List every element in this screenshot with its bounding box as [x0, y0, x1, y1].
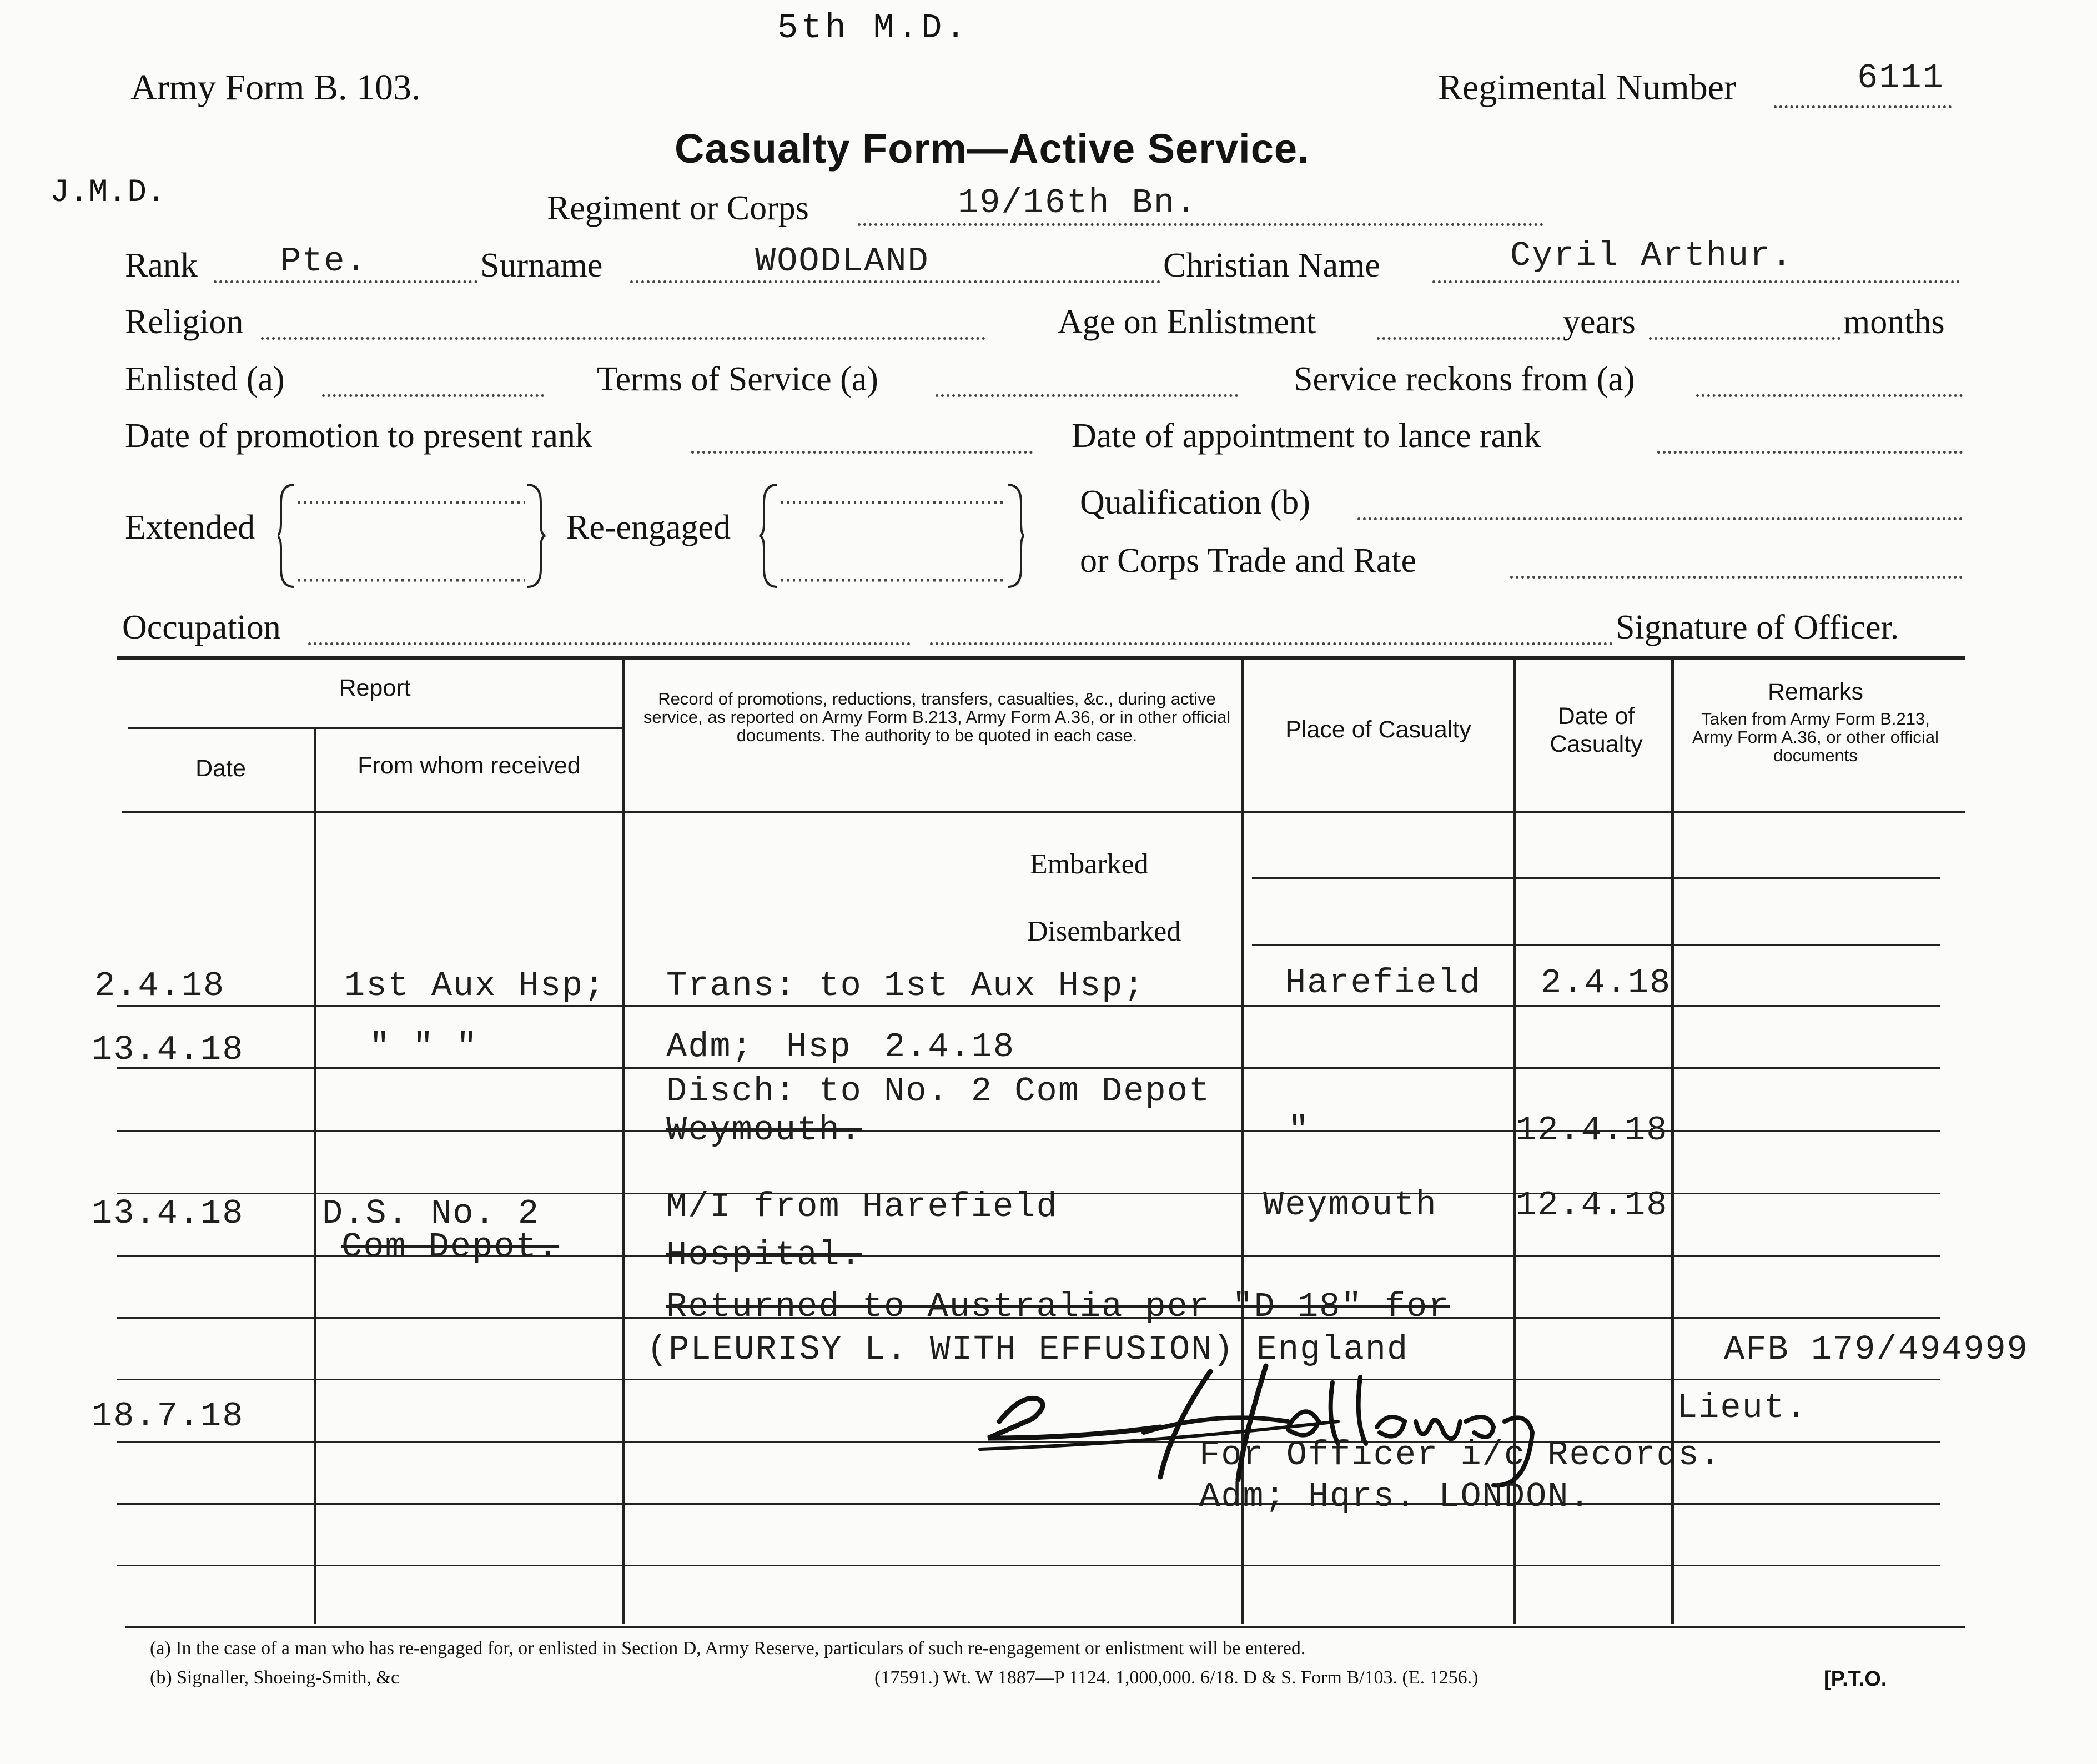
- reengaged-label: Re-engaged: [566, 509, 731, 546]
- age-years-dots: [1377, 337, 1560, 340]
- row-date: 2.4.18: [94, 966, 225, 1006]
- table-top-rule: [117, 656, 1965, 660]
- christian-name-dots: [1432, 280, 1960, 283]
- header-bottom-rule: [122, 811, 1965, 813]
- embarked-label: Embarked: [1030, 848, 1149, 880]
- service-reckons-label: Service reckons from (a): [1294, 360, 1635, 398]
- row-remarks: Lieut.: [1677, 1388, 1808, 1428]
- terms-label: Terms of Service (a): [597, 360, 878, 398]
- footnote-a: (a) In the case of a man who has re-engaged for, or enlisted in Section D, Army Reserve, particulars of such re-engagement or enlistment will be entered.: [150, 1638, 1306, 1659]
- promotion-dots: [691, 451, 1033, 454]
- surname-value: WOODLAND: [755, 242, 929, 281]
- christian-name-label: Christian Name: [1163, 247, 1380, 284]
- row-record: Returned to Australia per "D 18" for: [666, 1287, 1450, 1326]
- regiment-label: Regiment or Corps: [547, 189, 809, 227]
- lance-rank-label: Date of appointment to lance rank: [1072, 417, 1541, 455]
- signature-of-officer-label: Signature of Officer.: [1616, 609, 1899, 646]
- regiment-dots: [858, 223, 1543, 226]
- row-rule-2: [117, 1067, 1940, 1069]
- row-from: " " ": [369, 1027, 479, 1067]
- row-record: Trans: to 1st Aux Hsp;: [666, 966, 1145, 1006]
- rank-label: Rank: [125, 247, 198, 284]
- officer-line-2: Adm; Hqrs. LONDON.: [1199, 1477, 1591, 1516]
- record-header: Record of promotions, reductions, transfers, casualties, &c., during active service, as reported on Army Form B.213, Army Form A.36, or in other official documents. The authority to be quoted in each case.: [643, 689, 1231, 745]
- form-number: Army Form B. 103.: [130, 67, 421, 108]
- col-divider-date-casualty: [1671, 658, 1674, 1624]
- footnote-b: (b) Signaller, Shoeing-Smith, &c: [150, 1667, 400, 1688]
- disembarked-label: Disembarked: [1027, 916, 1181, 947]
- age-months-dots: [1649, 337, 1840, 340]
- table-bottom-rule: [125, 1626, 1965, 1628]
- terms-dots: [936, 394, 1238, 397]
- row-place: Weymouth: [1263, 1185, 1437, 1225]
- row-remarks: AFB 179/494999: [1724, 1330, 2029, 1369]
- religion-dots: [261, 337, 985, 340]
- extended-label: Extended: [125, 509, 255, 546]
- regimental-number-dots: [1774, 105, 1952, 108]
- row-rule-9: [117, 1503, 1940, 1505]
- remarks-header: Remarks: [1767, 679, 1864, 705]
- qualification-label: Qualification (b): [1080, 484, 1310, 521]
- months-label: months: [1843, 303, 1945, 341]
- qualification-dots: [1357, 517, 1963, 520]
- row-record: M/I from Harefield: [666, 1187, 1058, 1227]
- date-header: Date: [195, 755, 246, 782]
- row-from: D.S. No. 2: [322, 1194, 540, 1233]
- age-label: Age on Enlistment: [1058, 303, 1316, 341]
- signature-dots: [930, 642, 1613, 645]
- remarks-subheader: Taken from Army Form B.213, Army Form A.36, or other official documents: [1692, 709, 1939, 765]
- margin-initials: J.M.D.: [50, 175, 166, 211]
- service-reckons-dots: [1696, 394, 1963, 397]
- disembarked-row-rule: [1252, 944, 1940, 946]
- corps-trade-label: or Corps Trade and Rate: [1080, 542, 1417, 580]
- promotion-label: Date of promotion to present rank: [125, 417, 592, 455]
- embarked-row-rule: [1252, 877, 1940, 879]
- row-record: Disch: to No. 2 Com Depot: [666, 1072, 1211, 1111]
- surname-label: Surname: [480, 247, 603, 284]
- row-date-casualty: 2.4.18: [1541, 963, 1672, 1003]
- report-sub-rule: [128, 727, 622, 729]
- enlisted-label: Enlisted (a): [125, 360, 285, 398]
- occupation-label: Occupation: [122, 609, 281, 646]
- christian-name-value: Cyril Arthur.: [1510, 236, 1793, 275]
- row-place: ": [1288, 1110, 1310, 1150]
- lance-rank-dots: [1657, 451, 1963, 454]
- row-date: 13.4.18: [92, 1194, 244, 1233]
- years-label: years: [1563, 303, 1636, 341]
- date-of-casualty-header: Date of Casualty: [1550, 703, 1643, 757]
- regimental-number-label: Regimental Number: [1438, 67, 1737, 108]
- row-date: 13.4.18: [92, 1030, 244, 1069]
- religion-label: Religion: [125, 303, 244, 341]
- corps-trade-dots: [1510, 576, 1963, 579]
- row-from-continued: Com Depot.: [341, 1227, 560, 1267]
- row-date-casualty: 12.4.18: [1516, 1185, 1668, 1225]
- row-date-casualty: 12.4.18: [1516, 1110, 1668, 1150]
- row-record-continued: Hospital.: [666, 1235, 862, 1275]
- enlisted-dots: [322, 394, 544, 397]
- occupation-dots: [308, 642, 911, 645]
- from-whom-header: From whom received: [358, 752, 581, 779]
- regimental-number-value: 6111: [1857, 58, 1944, 98]
- report-header: Report: [339, 675, 411, 701]
- row-record-continued: Weymouth.: [666, 1110, 862, 1150]
- row-date: 18.7.18: [92, 1396, 244, 1436]
- row-place: Harefield: [1285, 963, 1481, 1003]
- place-of-casualty-header: Place of Casualty: [1285, 716, 1471, 743]
- district-stamp: 5th M.D.: [777, 8, 969, 48]
- row-record-continued: (PLEURISY L. WITH EFFUSION) England: [647, 1330, 1409, 1369]
- form-title: Casualty Form—Active Service.: [675, 125, 1310, 172]
- regiment-value: 19/16th Bn.: [958, 183, 1198, 223]
- print-code: (17591.) Wt. W 1887—P 1124. 1,000,000. 6/18. D & S. Form B/103. (E. 1256.): [874, 1667, 1479, 1688]
- row-from: 1st Aux Hsp;: [344, 966, 606, 1006]
- row-rule-10: [117, 1565, 1940, 1566]
- rank-value: Pte.: [280, 242, 368, 281]
- officer-line-1: For Officer i/c Records.: [1199, 1435, 1722, 1475]
- row-record: Adm; Hsp 2.4.18: [666, 1027, 1015, 1067]
- col-divider-from: [622, 658, 625, 1624]
- pto-mark: [P.T.O.: [1824, 1667, 1887, 1691]
- col-divider-date: [314, 727, 316, 1624]
